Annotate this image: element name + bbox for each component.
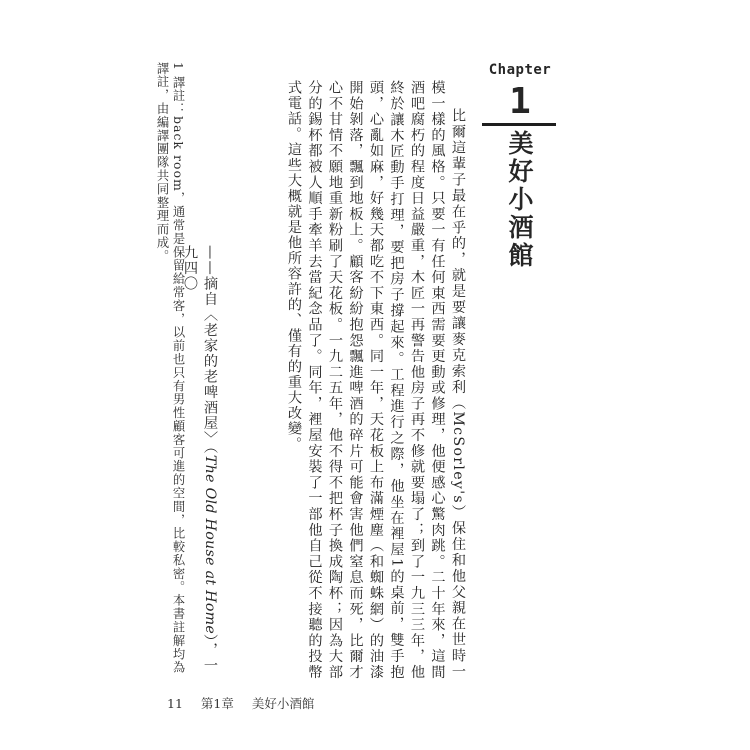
- footer-chapter-title: 美好小酒館: [251, 696, 315, 711]
- citation-title: The Old House at Home: [202, 454, 218, 635]
- page-number: 11: [167, 696, 183, 711]
- source-citation: [182, 245, 220, 685]
- page-footer: [167, 694, 328, 712]
- body-text: [223, 80, 468, 680]
- chapter-number: 1: [509, 81, 531, 122]
- chapter-title: 美好小酒館: [505, 130, 534, 270]
- footer-chapter-ref: 第1章: [200, 696, 234, 711]
- chapter-divider: [482, 123, 556, 126]
- citation-prefix: ——摘自〈老家的老啤酒屋〉（: [202, 245, 218, 455]
- chapter-label: Chapter: [488, 62, 552, 78]
- footnote: 1 譯註：back room，通常是保留給常客，以前也只有男性顧客可進的空間，比較私密。本書註解均為譯註，由編譯團隊共同整理而成。: [155, 62, 185, 675]
- citation-suffix: ），一九四〇: [182, 245, 218, 674]
- body-paragraph: 比爾這輩子最在乎的，就是要讓麥克索利（McSorley's）保住和他父親在世時一模一樣的風格。只要一有任何東西需要更動或修理，他便感心驚肉跳。二十年來，這間酒吧腐朽的程度日益嚴重，木匠一再警告他房子再不修就要塌了；到了一九三三年，他終於讓木匠動手打理，要把房子撐起來。工程進行之際，他坐在裡屋1的桌前，雙手抱頭，心亂如麻，好幾天都吃不下東西。同一年，天花板上布滿煙塵（和蜘蛛網）的油漆開始剝落，飄到地板上。顧客紛紛抱怨飄進啤酒的碎片可能會害他們窒息而死，比爾才心不甘情不願地重新粉刷了天花板。一九二五年，他不得不把杯子換成陶杯；因為大部分的錫杯都被人順手牽羊去當紀念品了。同年，裡屋安裝了一部他自己從不接聽的投幣式電話。這些大概就是他所容許的、僅有的重大改變。: [286, 80, 466, 680]
